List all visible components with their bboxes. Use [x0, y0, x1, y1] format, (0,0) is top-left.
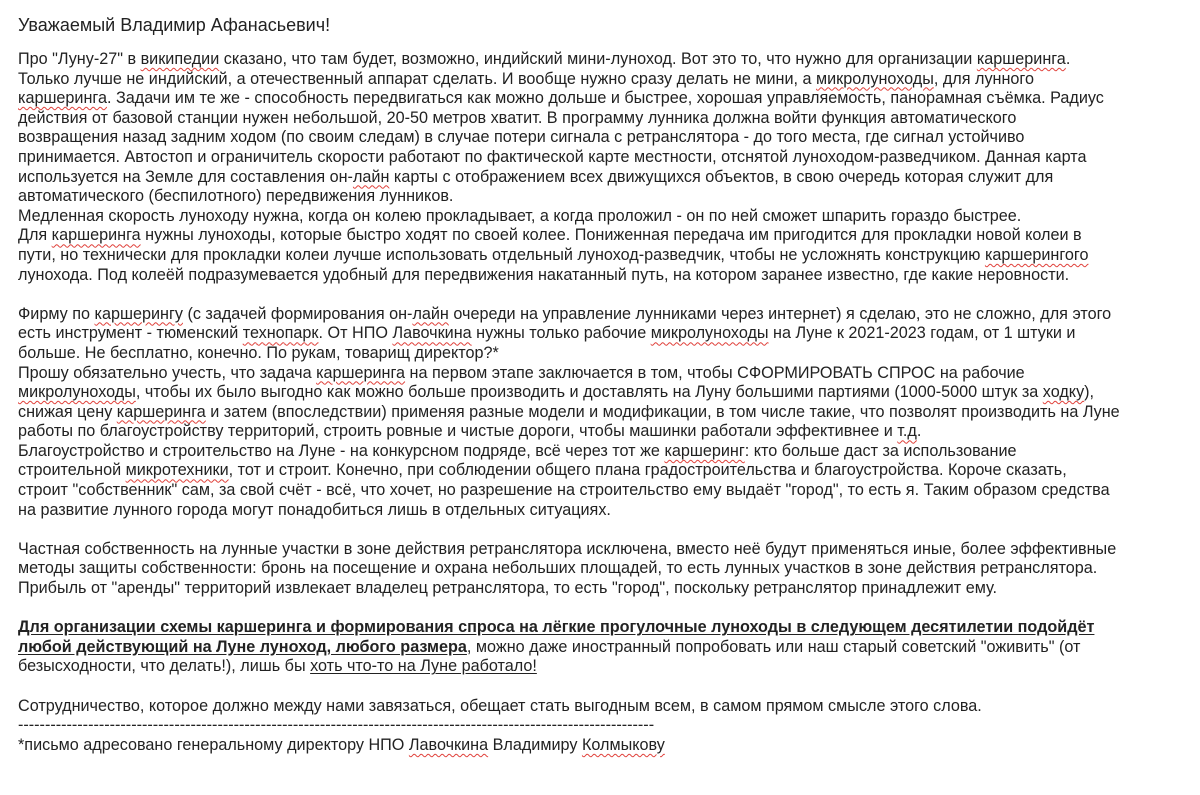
spellcheck-word: Лавочкина	[408, 735, 489, 754]
paragraph-gap	[18, 285, 1192, 305]
text-segment: , чтобы их было выгодно как можно больше производить и доставлять на Луну большими партиями (1000-5000 штук за	[135, 383, 1043, 402]
text-line	[18, 481, 1192, 501]
text-segment: , можно даже иностранный попробовать или наш старый советский "оживить" (от	[466, 637, 1081, 656]
paragraph-p5	[18, 697, 1192, 756]
text-line	[18, 246, 1192, 266]
text-segment: пути, но технически для прокладки колеи лучше использовать отдельный луноход-разведчик, чтобы не усложнять конструкцию	[18, 245, 985, 264]
spellcheck-word: каршеринга	[51, 226, 141, 245]
text-segment: работы по благоустройству территорий, строить ровные и чистые дороги, чтобы машинки работали эффективнее и	[18, 422, 898, 441]
text-line	[18, 344, 1192, 364]
text-segment: .	[916, 422, 922, 441]
text-line	[18, 305, 1192, 325]
text-segment: строит "собственник" сам, за свой счёт - всё, что хочет, но разрешение на строительство ему выдаёт "город", то есть я. Таким образом средства	[18, 481, 1110, 500]
text-segment: Медленная скорость луноходу нужна, когда он колею прокладывает, а когда проложил - он по ней сможет шпарить гораздо быстрее.	[18, 206, 1022, 225]
text-line	[18, 128, 1192, 148]
letter-greeting: Уважаемый Владимир Афанасьевич!	[18, 15, 331, 35]
spellcheck-word: микролуноходы	[650, 324, 769, 343]
text-line	[18, 716, 1192, 736]
text-segment: очереди на управление лунниками через интернет) я сделаю, это не сложно, для этого	[448, 304, 1112, 323]
text-segment: действия от базовой станции нужен небольшой, 20-50 метров хватит. В программу лунника должна войти функция автоматического	[18, 108, 1017, 127]
text-line	[18, 226, 1192, 246]
paragraph-p1	[18, 50, 1192, 285]
spellcheck-word: микролуноходы	[816, 69, 934, 88]
paragraph-gap	[18, 677, 1192, 697]
text-line	[18, 442, 1192, 462]
text-segment: лунохода. Под колеёй подразумевается удобный для передвижения накатанный путь, на котором заранее известно, где какие неровности.	[18, 265, 1070, 284]
text-segment: на Луне к 2021-2023 годам, от 1 штуки и	[768, 324, 1076, 343]
text-line	[18, 89, 1192, 109]
text-segment: Сотрудничество, которое должно между нами завязаться, обещает стать выгодным всем, в самом прямом смысле этого слова.	[18, 696, 982, 715]
spellcheck-word: микролуноходы	[18, 383, 136, 402]
text-segment: сказано, что там будет, возможно, индийский мини-луноход. Вот это то, что нужно для организации	[219, 50, 977, 68]
text-segment: Только лучше не индийский, а отечественный аппарат сделать. И вообще нужно сразу делать не мини, а	[18, 69, 817, 88]
text-segment: Прибыль от "аренды" территорий извлекает владелец ретранслятора, то есть "город", поскольку ретранслятор принадлежит ему.	[18, 579, 997, 598]
text-segment: безысходности, что делать!), лишь бы	[18, 657, 311, 676]
text-segment: , тот и строит. Конечно, при соблюдении общего плана градостроительства и благоустройства. Короче сказать,	[228, 461, 1067, 480]
text-segment: Про "Луну-27" в	[18, 50, 141, 68]
spellcheck-word: ходку	[1042, 383, 1085, 402]
text-segment: нужны луноходы, которые быстро ходят по своей колее. Пониженная передача им пригодится для прокладки новой колеи в	[140, 226, 1082, 245]
text-line	[18, 736, 1192, 756]
spellcheck-word: лайн	[412, 304, 449, 323]
text-line	[18, 461, 1192, 481]
text-segment: . От НПО	[318, 324, 393, 343]
spellcheck-word: каршеринг	[664, 441, 745, 460]
text-line	[18, 187, 1192, 207]
spellcheck-word: технопарк	[242, 324, 319, 343]
text-segment: , для лунного	[933, 69, 1034, 88]
text-line	[18, 70, 1192, 90]
text-segment: Прошу обязательно учесть, что задача	[18, 363, 317, 382]
text-segment: и затем (впоследствии) применяя разные модели и модификации, в том числе такие, что позволят производить на Луне	[205, 402, 1120, 421]
text-segment: есть инструмент - тюменский	[18, 324, 243, 343]
spellcheck-word: каршеринга	[976, 50, 1066, 68]
text-segment: строительной	[18, 461, 126, 480]
spellcheck-word: каршерингу	[94, 304, 183, 323]
text-line	[18, 697, 1192, 717]
text-segment: : кто больше даст за использование	[744, 441, 1017, 460]
spellcheck-word: каршеринга	[316, 363, 406, 382]
paragraph-p3	[18, 540, 1192, 599]
text-segment: возвращения назад задним ходом (по своим следам) в случае потери сигнала с ретранслятора - до того места, где сигнал устойчиво	[18, 128, 1025, 147]
text-segment: на развитие лунного города могут понадобиться лишь в отдельных ситуациях.	[18, 500, 611, 519]
text-line	[18, 618, 1192, 638]
text-line	[18, 148, 1192, 168]
spellcheck-word: каршерингого	[984, 245, 1089, 264]
text-segment: Владимиру	[488, 735, 582, 754]
text-segment: *письмо адресовано генеральному директору НПО	[18, 735, 409, 754]
text-line	[18, 422, 1192, 442]
text-segment: ----------------------------------------------------------------------------------------------------------------------	[18, 716, 655, 735]
text-line	[18, 168, 1192, 188]
spellcheck-word: каршеринга	[18, 89, 107, 108]
text-segment: на первом этапе заключается в том, чтобы СФОРМИРОВАТЬ СПРОС на рабочие	[405, 363, 1025, 382]
text-segment: Благоустройство и строительство на Луне - на конкурсном подряде, всё через тот же	[18, 441, 665, 460]
spellcheck-word: микротехники	[125, 461, 229, 480]
letter-body	[18, 50, 1192, 755]
text-segment: (с задачей формирования он-	[182, 304, 413, 323]
text-segment: карты с отображением всех движущихся объектов, в свою очередь которая служит для	[389, 167, 1054, 186]
text-segment: нужны только рабочие	[471, 324, 651, 343]
text-segment: используется на Земле для составления он-	[18, 167, 353, 186]
text-segment: ),	[1084, 383, 1095, 402]
text-segment: снижая цену	[18, 402, 117, 421]
spellcheck-word: Лавочкина	[392, 324, 472, 343]
bold-underlined-text: Для организации схемы каршеринга и формирования спроса на лёгкие прогулочные луноходы в следующем десятилетии подойдёт	[18, 618, 1095, 637]
spellcheck-word: лайн	[352, 167, 390, 186]
underlined-text: хоть что-то на Луне работало!	[310, 657, 537, 676]
text-line	[18, 364, 1192, 384]
text-line	[18, 383, 1192, 403]
text-line	[18, 540, 1192, 560]
spellcheck-word: википедии	[140, 50, 220, 68]
text-line	[18, 657, 1192, 677]
paragraph-p2	[18, 305, 1192, 521]
text-line	[18, 403, 1192, 423]
spellcheck-word: Колмыкову	[581, 735, 665, 754]
text-segment: . Задачи им те же - способность передвигаться как можно дольше и быстрее, хорошая управляемость, панорамная съёмка. Радиус	[106, 89, 1104, 108]
text-line	[18, 207, 1192, 227]
text-line	[18, 579, 1192, 599]
text-segment: Для	[18, 226, 52, 245]
text-line	[18, 50, 1192, 70]
text-segment: Фирму по	[18, 304, 95, 323]
text-line	[18, 324, 1192, 344]
text-line	[18, 501, 1192, 521]
text-segment: больше. Не бесплатно, конечно. По рукам, товарищ директор?*	[18, 343, 499, 362]
text-segment: автоматического (беспилотного) передвижения лунников.	[18, 187, 454, 206]
text-segment: .	[1065, 50, 1071, 68]
text-line	[18, 266, 1192, 286]
spellcheck-word: т.д	[897, 422, 917, 441]
spellcheck-word: каршеринга	[116, 402, 206, 421]
text-segment: принимается. Автостоп и ограничитель скорости работают по фактической карте местности, отснятой луноходом-разведчиком. Данная карта	[18, 147, 1087, 166]
text-line	[18, 638, 1192, 658]
text-segment: Частная собственность на лунные участки в зоне действия ретранслятора исключена, вместо неё будут применяться иные, более эффективные	[18, 539, 1117, 558]
paragraph-p4	[18, 618, 1192, 677]
text-line	[18, 559, 1192, 579]
paragraph-gap	[18, 520, 1192, 540]
paragraph-gap	[18, 599, 1192, 619]
bold-underlined-text: любой действующий на Луне луноход, любого размера	[18, 637, 467, 656]
text-line	[18, 109, 1192, 129]
text-segment: методы защиты собственности: бронь на посещение и охрана небольших площадей, то есть лунных участков в зоне действия ретранслятора.	[18, 559, 1098, 578]
